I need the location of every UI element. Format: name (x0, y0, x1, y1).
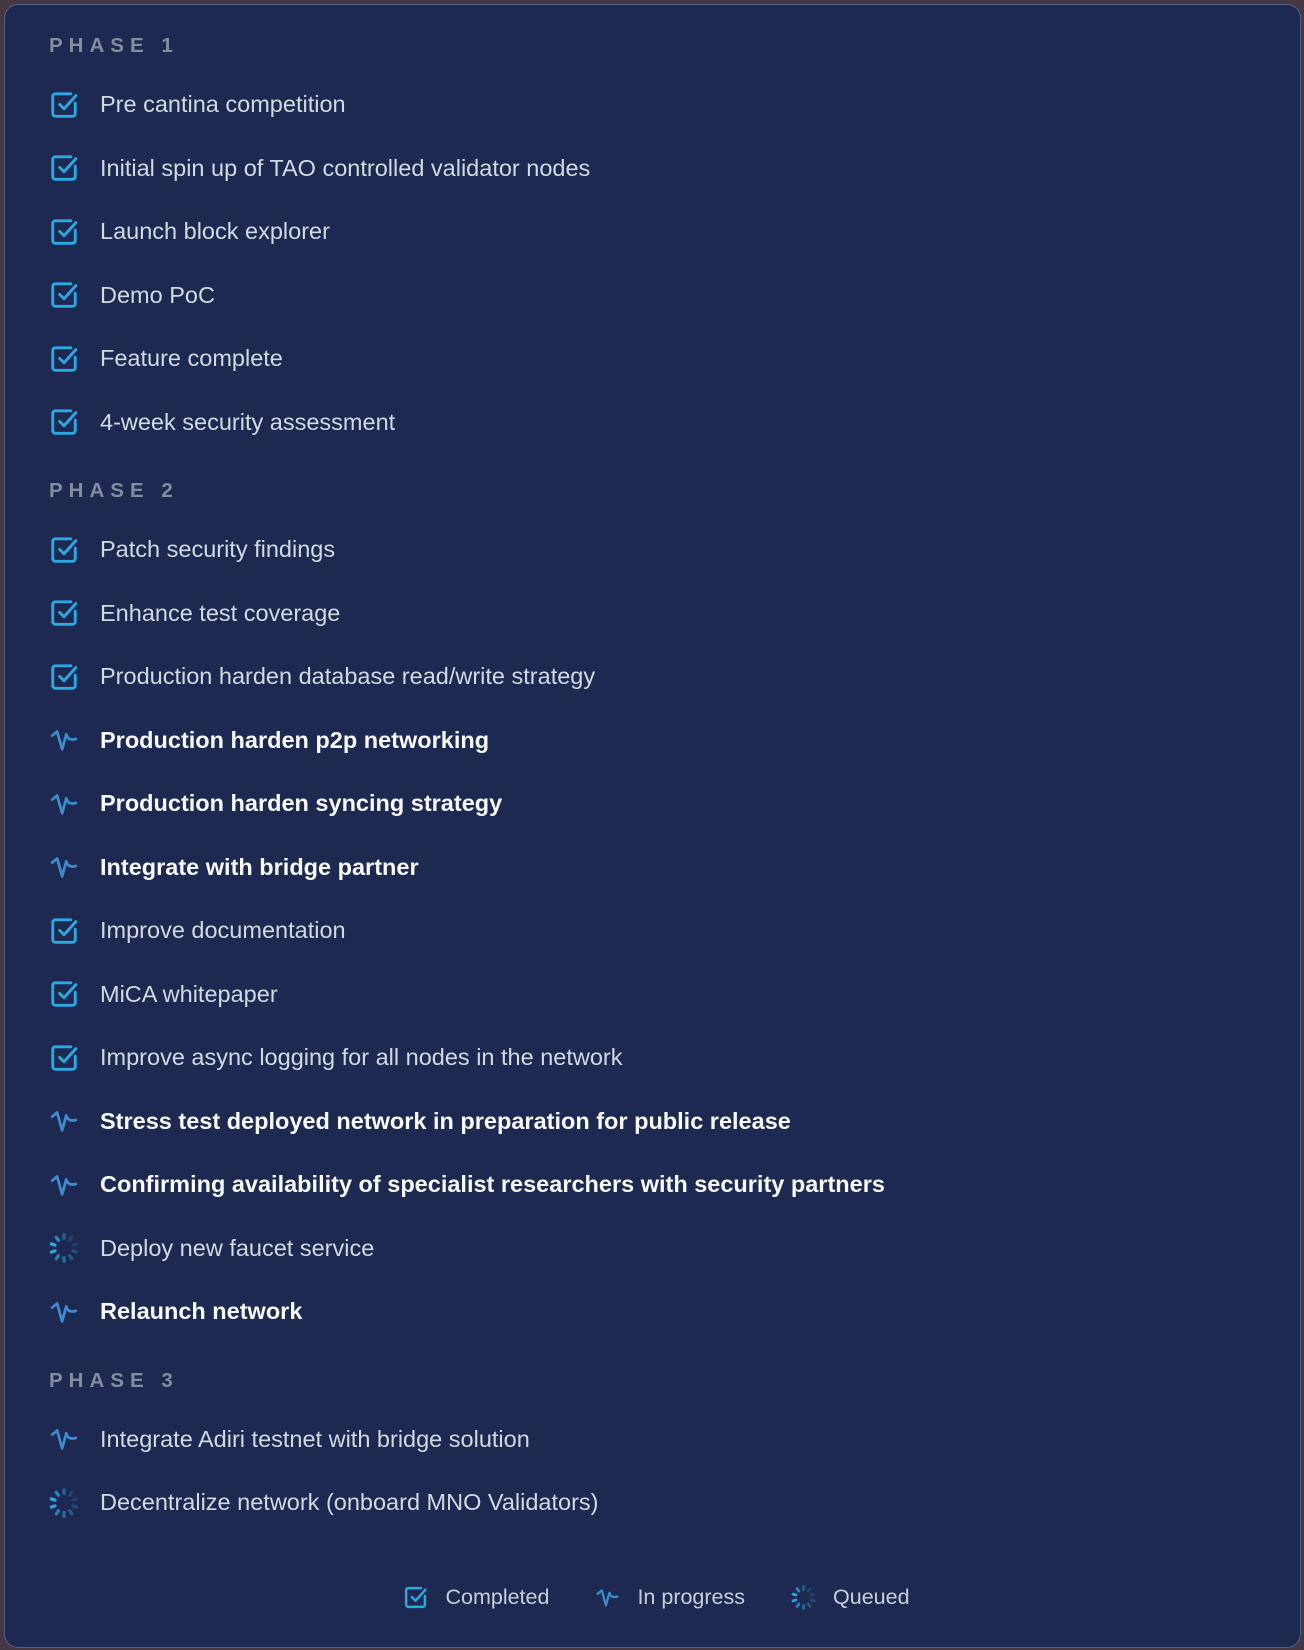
roadmap-item (49, 264, 1264, 328)
item-label: Production harden p2p networking (100, 726, 490, 753)
completed-icon (49, 280, 79, 310)
in-progress-icon (595, 1585, 620, 1610)
roadmap-item (49, 772, 1264, 836)
in-progress-icon (49, 1106, 79, 1136)
legend-entry-queued (791, 1585, 910, 1610)
completed-icon (49, 344, 79, 374)
item-label: Production harden database read/write strategy (100, 663, 596, 690)
item-label: Relaunch network (100, 1298, 303, 1325)
in-progress-icon (49, 725, 79, 755)
roadmap-item (49, 518, 1264, 582)
completed-icon (49, 217, 79, 247)
roadmap-item (49, 963, 1264, 1027)
completed-icon (49, 979, 79, 1009)
phase-label: PHASE 1 (49, 34, 179, 57)
status-legend (49, 1577, 1264, 1619)
roadmap-item (49, 200, 1264, 264)
roadmap-item (49, 1280, 1264, 1344)
roadmap-item (49, 836, 1264, 900)
in-progress-icon (49, 1297, 79, 1327)
queued-icon (49, 1488, 79, 1518)
item-label: Demo PoC (100, 281, 215, 308)
item-label: Production harden syncing strategy (100, 790, 503, 817)
roadmap-item (49, 391, 1264, 455)
item-label: Integrate Adiri testnet with bridge solution (100, 1425, 530, 1452)
queued-icon (791, 1585, 816, 1610)
roadmap-item (49, 1471, 1264, 1535)
in-progress-icon (49, 789, 79, 819)
roadmap-item (49, 327, 1264, 391)
roadmap-item (49, 137, 1264, 201)
in-progress-icon (49, 1424, 79, 1454)
completed-icon (49, 598, 79, 628)
item-label: Patch security findings (100, 536, 336, 563)
roadmap-card (4, 4, 1301, 1648)
item-label: Feature complete (100, 345, 283, 372)
item-label: Launch block explorer (100, 218, 330, 245)
item-label: Improve async logging for all nodes in the network (100, 1044, 623, 1071)
completed-icon (49, 407, 79, 437)
roadmap-item (49, 1408, 1264, 1472)
completed-icon (403, 1585, 428, 1610)
roadmap-item (49, 1026, 1264, 1090)
roadmap-item (49, 1153, 1264, 1217)
phase-label: PHASE 2 (49, 479, 179, 502)
legend-entry-completed (403, 1585, 549, 1610)
roadmap-item (49, 899, 1264, 963)
item-label: 4-week security assessment (100, 408, 396, 435)
completed-icon (49, 90, 79, 120)
item-label: Enhance test coverage (100, 599, 341, 626)
roadmap-item (49, 645, 1264, 709)
legend-label: In progress (637, 1585, 746, 1609)
roadmap-item (49, 1090, 1264, 1154)
legend-label: Queued (833, 1585, 910, 1609)
legend-label: Completed (445, 1585, 550, 1609)
roadmap-item (49, 1217, 1264, 1281)
item-label: Integrate with bridge partner (100, 853, 419, 880)
completed-icon (49, 1043, 79, 1073)
item-label: Initial spin up of TAO controlled validator nodes (100, 154, 591, 181)
item-label: Deploy new faucet service (100, 1234, 375, 1261)
item-label: Decentralize network (onboard MNO Validators) (100, 1489, 599, 1516)
phase-label: PHASE 3 (49, 1368, 179, 1392)
item-label: Pre cantina competition (100, 91, 346, 118)
completed-icon (49, 153, 79, 183)
roadmap-sections (49, 31, 1264, 1535)
completed-icon (49, 535, 79, 565)
roadmap-item (49, 709, 1264, 773)
roadmap-item (49, 582, 1264, 646)
in-progress-icon (49, 852, 79, 882)
in-progress-icon (49, 1170, 79, 1200)
completed-icon (49, 916, 79, 946)
completed-icon (49, 662, 79, 692)
queued-icon (49, 1233, 79, 1263)
item-label: Confirming availability of specialist researchers with security partners (100, 1171, 885, 1198)
item-label: Improve documentation (100, 917, 346, 944)
item-label: Stress test deployed network in preparation for public release (100, 1107, 791, 1134)
roadmap-item (49, 73, 1264, 137)
item-label: MiCA whitepaper (100, 980, 278, 1007)
legend-entry-in-progress (595, 1585, 745, 1610)
